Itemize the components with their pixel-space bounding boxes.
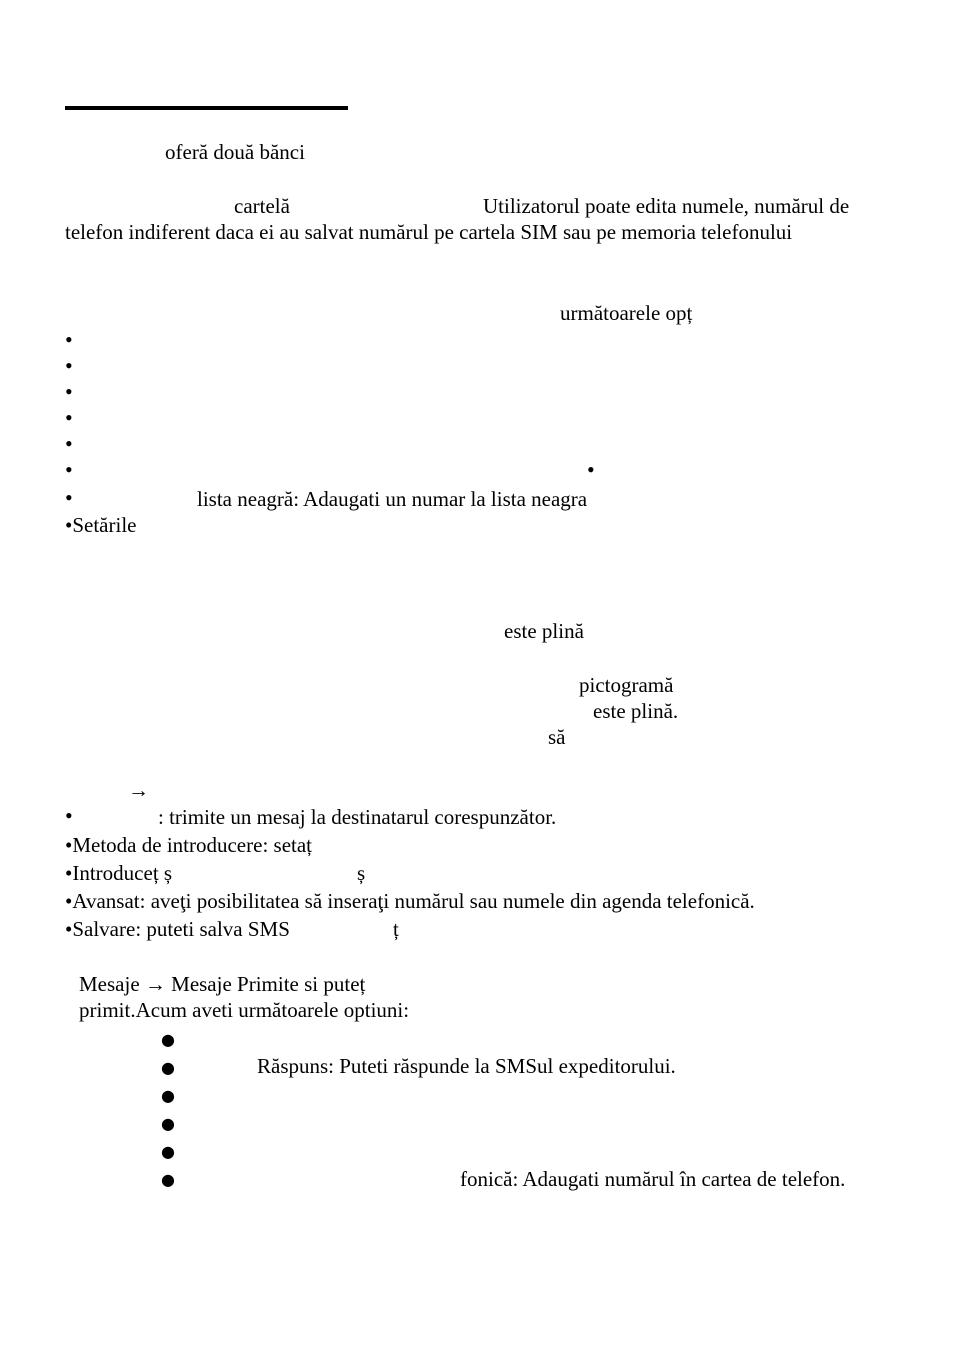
list-bullet: • — [65, 327, 73, 352]
round-bullet: ● — [161, 1142, 175, 1161]
round-bullet: ● — [161, 1058, 175, 1077]
send-item: : trimite un mesaj la destinatarul corespunzător. — [158, 805, 557, 829]
list-bullet: • — [65, 405, 73, 430]
settings-item: •Setările — [65, 513, 137, 537]
input-method-item: •Metoda de introducere: setaț — [65, 833, 313, 857]
list-bullet: • — [587, 457, 595, 482]
options-heading: următoarele opț — [560, 301, 693, 325]
inbox-line1: Mesaje → Mesaje Primite si puteț — [79, 972, 366, 996]
icon-word: pictogramă — [579, 673, 674, 697]
list-bullet: • — [65, 803, 73, 828]
header-rule — [65, 106, 348, 110]
arrow-icon: → — [128, 778, 149, 802]
list-bullet: • — [65, 379, 73, 404]
list-bullet: • — [65, 457, 73, 482]
list-bullet: • — [65, 431, 73, 456]
list-bullet: • — [65, 353, 73, 378]
paragraph-banks: oferă două bănci — [165, 140, 305, 164]
blacklist-item: lista neagră: Adaugati un numar la lista neagra — [197, 487, 588, 511]
save-item: •Salvare: puteti salva SMS — [65, 917, 290, 941]
memory-full-text: este plină — [504, 619, 584, 643]
phonebook-item: fonică: Adaugati numărul în cartea de telefon. — [460, 1167, 846, 1191]
round-bullet: ● — [161, 1086, 175, 1105]
save-item-b: ț — [393, 917, 399, 941]
insert-item-b: ș — [357, 861, 366, 885]
round-bullet: ● — [161, 1030, 175, 1049]
paragraph-cartela: cartelă — [234, 194, 290, 218]
round-bullet: ● — [161, 1170, 175, 1189]
memory-full-text-2: este plină. — [593, 699, 679, 723]
reply-item: Răspuns: Puteti răspunde la SMSul expeditorului. — [257, 1054, 676, 1078]
round-bullet: ● — [161, 1114, 175, 1133]
insert-item: •Introduceț ș — [65, 861, 173, 885]
advanced-item: •Avansat: aveţi posibilitatea să inseraţi numărul sau numele din agenda telefonică. — [65, 889, 755, 913]
list-bullet: • — [65, 485, 73, 510]
word-sa: să — [548, 725, 566, 749]
paragraph-edit-line2: telefon indiferent daca ei au salvat numărul pe cartela SIM sau pe memoria telefonului — [65, 220, 793, 244]
paragraph-edit-right: Utilizatorul poate edita numele, numărul de — [483, 194, 850, 218]
inbox-line2: primit.Acum aveti următoarele optiuni: — [79, 998, 410, 1022]
